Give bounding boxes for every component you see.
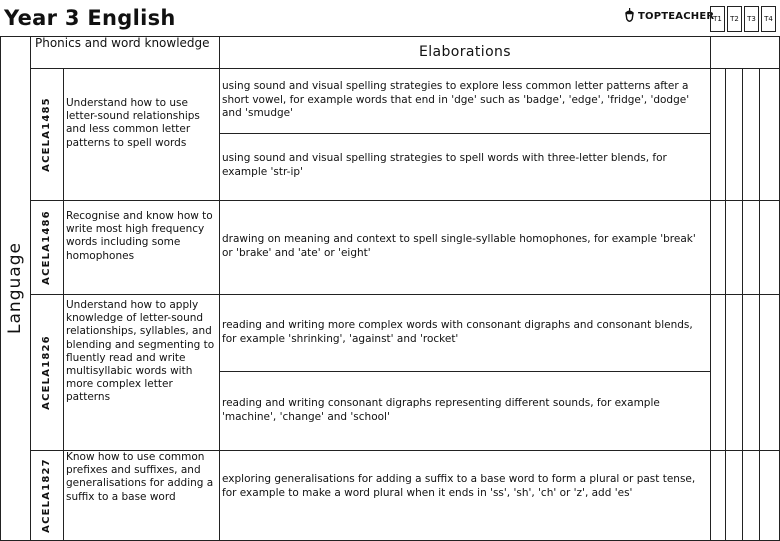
- content-description: Understand how to use letter-sound relationships and less common letter patterns to spell words: [66, 97, 200, 149]
- brand-name: TOPTEACHER: [638, 10, 715, 22]
- elaboration-text: drawing on meaning and context to spell single-syllable homophones, for example 'break' or 'brake' and 'ate' or 'eight': [222, 233, 696, 259]
- divider: [725, 68, 726, 540]
- content-description: Recognise and know how to write most high frequency words including some homophones: [66, 210, 213, 262]
- term-4-header: T4: [761, 6, 776, 32]
- content-description: Understand how to apply knowledge of letter-sound relationships, syllables, and blending and segmenting to fluently read and write multisyllabic words with more complex letter patterns: [66, 299, 215, 404]
- strand-label: [0, 36, 30, 540]
- elaboration-text: reading and writing more complex words with consonant digraphs and consonant blends, for example 'shrinking', 'against' and 'rocket': [222, 319, 693, 345]
- term-2-header: T2: [727, 6, 742, 32]
- content-description: Know how to use common prefixes and suffixes, and generalisations for adding a suffix to a base word: [66, 451, 214, 503]
- divider: [742, 68, 743, 540]
- divider: [63, 68, 64, 540]
- divider: [219, 133, 710, 134]
- content-code: ACELA1485: [41, 96, 52, 172]
- divider: [219, 36, 220, 540]
- term-3-header: T3: [744, 6, 759, 32]
- divider: [30, 200, 780, 201]
- divider: [759, 68, 760, 540]
- sub-strand-header: Phonics and word knowledge: [35, 36, 210, 50]
- content-code: ACELA1826: [41, 334, 52, 410]
- acorn-icon: [624, 8, 635, 24]
- content-code: ACELA1827: [41, 457, 52, 533]
- content-code: ACELA1486: [41, 209, 52, 285]
- elaboration-text: exploring generalisations for adding a suffix to a base word to form a plural or past tense, for example to make a word plural when it ends in 'ss', 'sh', 'ch' or 'z', add 'es': [222, 473, 696, 499]
- divider: [710, 36, 711, 540]
- elaboration-text: reading and writing consonant digraphs representing different sounds, for example 'machine', 'change' and 'school': [222, 397, 660, 423]
- divider: [30, 294, 780, 295]
- term-1-header: T1: [710, 6, 725, 32]
- elaboration-text: using sound and visual spelling strategies to explore less common letter patterns after a short vowel, for example words that end in 'dge' such as 'badge', 'edge', 'fridge', 'dodge' and 'smudge': [222, 80, 690, 119]
- strand-text: Language: [5, 242, 25, 334]
- brand-logo: [624, 7, 714, 25]
- divider: [219, 371, 710, 372]
- divider: [30, 68, 780, 69]
- elaboration-text: using sound and visual spelling strategies to spell words with three-letter blends, for example 'str-ip': [222, 152, 667, 178]
- elaborations-header: Elaborations: [418, 44, 511, 60]
- page-title: Year 3 English: [4, 6, 176, 30]
